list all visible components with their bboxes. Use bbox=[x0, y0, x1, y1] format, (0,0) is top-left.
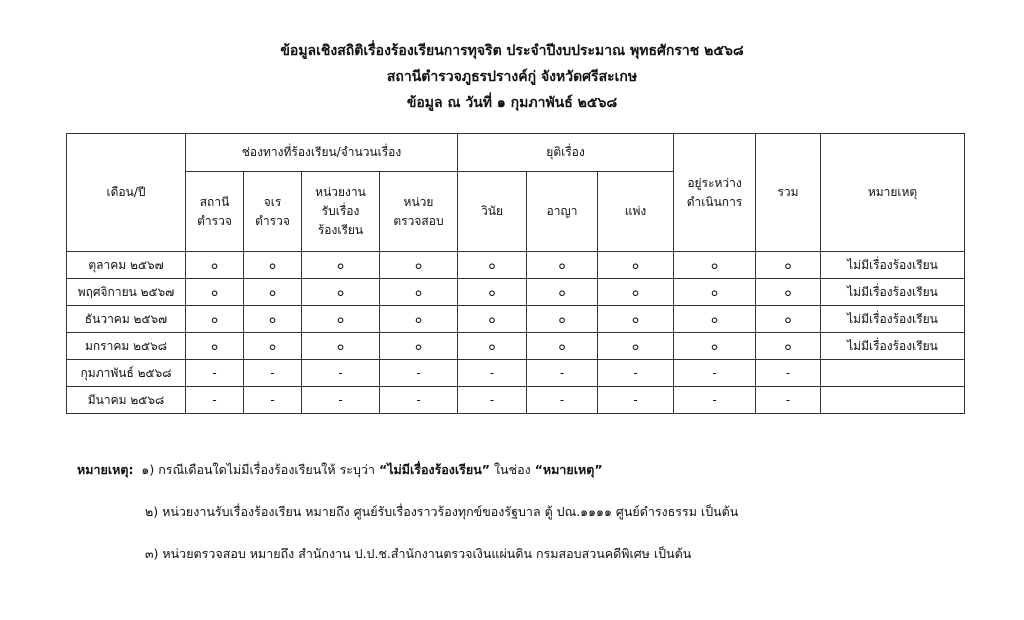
cell-value: ๐ bbox=[458, 333, 527, 360]
title-line-1: ข้อมูลเชิงสถิติเรื่องร้องเรียนการทุจริต ประจำปีงบประมาณ พุทธศักราช ๒๕๖๘ bbox=[280, 43, 744, 59]
table-row bbox=[67, 279, 965, 306]
cell-value: ๐ bbox=[244, 252, 302, 279]
cell-value: ๐ bbox=[186, 252, 244, 279]
cell-value: - bbox=[302, 387, 380, 414]
notes-label: หมายเหตุ: bbox=[77, 462, 134, 477]
cell-value: ๐ bbox=[527, 252, 598, 279]
cell-value: ๐ bbox=[186, 333, 244, 360]
header-channel-audit-agency: หน่วย ตรวจสอบ bbox=[380, 172, 458, 252]
table-row bbox=[67, 306, 965, 333]
cell-value: ๐ bbox=[598, 333, 674, 360]
table-row bbox=[67, 360, 965, 387]
header-closed-group: ยุติเรื่อง bbox=[458, 134, 674, 172]
cell-value: ๐ bbox=[244, 279, 302, 306]
cell-value: ๐ bbox=[380, 333, 458, 360]
table-row bbox=[67, 387, 965, 414]
title-line-3: ข้อมูล ณ วันที่ ๑ กุมภาพันธ์ ๒๕๖๘ bbox=[406, 95, 618, 111]
note-1-quote-no-complaint: “ไม่มีเรื่องร้องเรียน” bbox=[378, 462, 490, 477]
cell-value: ๐ bbox=[244, 306, 302, 333]
cell-value: - bbox=[186, 360, 244, 387]
cell-month: มีนาคม ๒๕๖๘ bbox=[67, 387, 186, 414]
cell-month: มกราคม ๒๕๖๘ bbox=[67, 333, 186, 360]
header-closed-discipline: วินัย bbox=[458, 172, 527, 252]
document-title bbox=[0, 38, 1024, 116]
complaint-statistics-table bbox=[66, 133, 965, 414]
cell-value: - bbox=[756, 360, 821, 387]
cell-value: - bbox=[527, 387, 598, 414]
table-row bbox=[67, 252, 965, 279]
cell-value: ๐ bbox=[674, 333, 756, 360]
cell-value: ๐ bbox=[458, 279, 527, 306]
cell-value: - bbox=[380, 360, 458, 387]
header-total: รวม bbox=[756, 134, 821, 252]
cell-value: ๐ bbox=[756, 252, 821, 279]
cell-month: ตุลาคม ๒๕๖๗ bbox=[67, 252, 186, 279]
cell-value: - bbox=[674, 387, 756, 414]
cell-value: ๐ bbox=[380, 306, 458, 333]
header-closed-civil: แพ่ง bbox=[598, 172, 674, 252]
header-remark: หมายเหตุ bbox=[821, 134, 965, 252]
note-1-prefix: ๑) กรณีเดือนใดไม่มีเรื่องร้องเรียนให้ ระบุว่า bbox=[141, 462, 375, 477]
cell-value: ๐ bbox=[674, 306, 756, 333]
cell-value: ๐ bbox=[302, 333, 380, 360]
cell-value: ๐ bbox=[458, 252, 527, 279]
cell-remark: ไม่มีเรื่องร้องเรียน bbox=[821, 306, 965, 333]
cell-value: ๐ bbox=[674, 252, 756, 279]
cell-month: กุมภาพันธ์ ๒๕๖๘ bbox=[67, 360, 186, 387]
cell-value: ๐ bbox=[756, 279, 821, 306]
note-1-quote-remark: “หมายเหตุ” bbox=[534, 462, 603, 477]
header-channel-police-station: สถานี ตำรวจ bbox=[186, 172, 244, 252]
header-closed-criminal: อาญา bbox=[527, 172, 598, 252]
header-channels-group: ช่องทางที่ร้องเรียน/จำนวนเรื่อง bbox=[186, 134, 458, 172]
cell-value: ๐ bbox=[186, 279, 244, 306]
table-row bbox=[67, 333, 965, 360]
cell-value: ๐ bbox=[380, 252, 458, 279]
cell-value: ๐ bbox=[598, 306, 674, 333]
cell-value: - bbox=[756, 387, 821, 414]
cell-value: ๐ bbox=[458, 306, 527, 333]
cell-value: - bbox=[244, 387, 302, 414]
cell-value: ๐ bbox=[598, 252, 674, 279]
header-in-progress: อยู่ระหว่าง ดำเนินการ bbox=[674, 134, 756, 252]
cell-value: ๐ bbox=[380, 279, 458, 306]
header-channel-police-inspector: จเร ตำรวจ bbox=[244, 172, 302, 252]
cell-remark: ไม่มีเรื่องร้องเรียน bbox=[821, 279, 965, 306]
cell-month: พฤศจิกายน ๒๕๖๗ bbox=[67, 279, 186, 306]
cell-value: ๐ bbox=[674, 279, 756, 306]
cell-value: - bbox=[186, 387, 244, 414]
cell-value: ๐ bbox=[302, 279, 380, 306]
note-1-mid: ในช่อง bbox=[493, 462, 531, 477]
cell-value: ๐ bbox=[756, 306, 821, 333]
cell-value: - bbox=[598, 360, 674, 387]
cell-remark bbox=[821, 387, 965, 414]
note-1 bbox=[77, 458, 603, 482]
cell-remark bbox=[821, 360, 965, 387]
cell-value: ๐ bbox=[186, 306, 244, 333]
cell-value: - bbox=[598, 387, 674, 414]
cell-value: - bbox=[674, 360, 756, 387]
cell-remark: ไม่มีเรื่องร้องเรียน bbox=[821, 252, 965, 279]
cell-month: ธันวาคม ๒๕๖๗ bbox=[67, 306, 186, 333]
cell-value: - bbox=[302, 360, 380, 387]
cell-value: ๐ bbox=[302, 252, 380, 279]
cell-value: - bbox=[458, 387, 527, 414]
cell-value: - bbox=[458, 360, 527, 387]
note-2: ๒) หน่วยงานรับเรื่องร้องเรียน หมายถึง ศูนย์รับเรื่องราวร้องทุกข์ของรัฐบาล ตู้ ปณ.๑๑๑๑ ศูนย์ดำรงธรรม เป็นต้น bbox=[145, 504, 739, 519]
cell-remark: ไม่มีเรื่องร้องเรียน bbox=[821, 333, 965, 360]
cell-value: ๐ bbox=[527, 333, 598, 360]
title-line-2: สถานีตำรวจภูธรปรางค์กู่ จังหวัดศรีสะเกษ bbox=[386, 69, 638, 85]
cell-value: ๐ bbox=[598, 279, 674, 306]
header-channel-complaint-agency: หน่วยงาน รับเรื่อง ร้องเรียน bbox=[302, 172, 380, 252]
cell-value: - bbox=[380, 387, 458, 414]
cell-value: ๐ bbox=[756, 333, 821, 360]
header-month: เดือน/ปี bbox=[67, 134, 186, 252]
cell-value: ๐ bbox=[527, 279, 598, 306]
cell-value: ๐ bbox=[302, 306, 380, 333]
note-3: ๓) หน่วยตรวจสอบ หมายถึง สำนักงาน ป.ป.ช.สำนักงานตรวจเงินแผ่นดิน กรมสอบสวนคดีพิเศษ เป็นต้น bbox=[145, 546, 692, 561]
cell-value: - bbox=[244, 360, 302, 387]
cell-value: - bbox=[527, 360, 598, 387]
cell-value: ๐ bbox=[527, 306, 598, 333]
cell-value: ๐ bbox=[244, 333, 302, 360]
